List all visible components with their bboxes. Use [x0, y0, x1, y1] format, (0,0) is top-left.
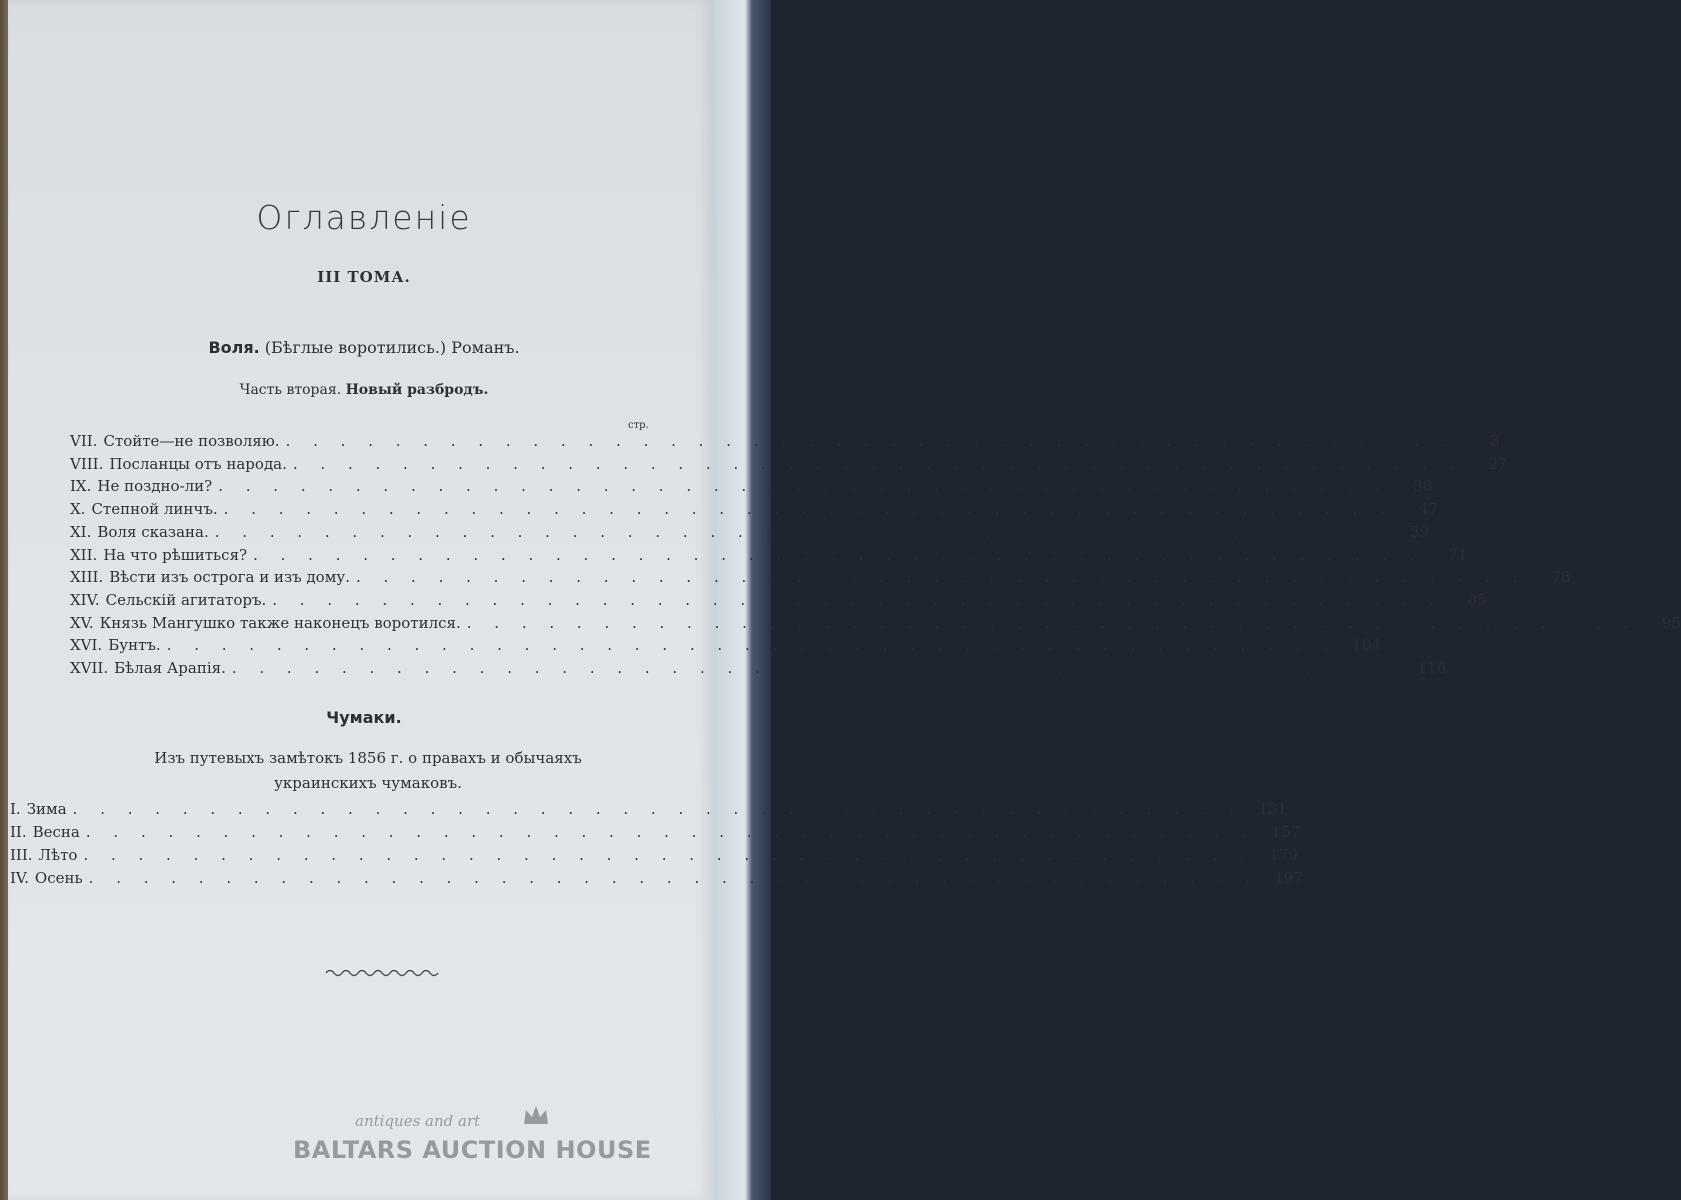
- toc-title: Бунтъ.: [108, 636, 161, 655]
- toc-page: 71: [1448, 545, 1468, 564]
- toc-title: Князь Мангушко также наконецъ воротился.: [99, 613, 461, 632]
- toc-leader: . . . . . . . . . . . . . . . . . . . . . . . . . . . . . . . . . . . . . . . . . . .: [214, 522, 1386, 541]
- toc-number: XII.: [70, 545, 98, 564]
- volume-subtitle: III ТОМА.: [317, 268, 411, 286]
- toc-row: [10, 869, 1303, 891]
- toc-number: VIII.: [70, 454, 104, 473]
- toc-number: VII.: [70, 432, 98, 450]
- toc-leader: . . . . . . . . . . . . . . . . . . . . . . . . . . . . . . . . . . . . . . . . . . .: [272, 590, 1443, 609]
- toc-number: X.: [70, 500, 86, 519]
- toc-page: 95: [1661, 613, 1681, 632]
- toc-leader: . . . . . . . . . . . . . . . . . . . . . . . . . . . . . . . . . . . . . . . . . . .: [355, 568, 1527, 587]
- toc-page: 78: [1551, 568, 1571, 587]
- toc-page: 179: [1269, 846, 1298, 864]
- toc-leader: . . . . . . . . . . . . . . . . . . . . . . . . . . . . . . . . . . . . . . . . . . .: [285, 432, 1456, 450]
- crown-icon: [521, 1104, 551, 1128]
- toc-page: 27: [1488, 454, 1508, 473]
- toc-leader: . . . . . . . . . . . . . . . . . . . . . . . . . . . . . . . . . . . . . . . . . . .: [88, 869, 1259, 887]
- toc-title: Вѣсти изъ острога и изъ дому.: [109, 568, 350, 587]
- table-of-contents: [8, 0, 1681, 1200]
- toc-title: Воля сказана.: [97, 522, 209, 541]
- toc-row: [70, 636, 1381, 658]
- toc-page: 47: [1418, 500, 1438, 519]
- toc-row: [70, 454, 1508, 477]
- toc-page: 85: [1467, 590, 1487, 609]
- toc-title: Стойте—не позволяю.: [103, 432, 280, 450]
- toc-page: 116: [1417, 659, 1447, 677]
- toc-title: Степной линчъ.: [91, 500, 218, 519]
- toc-row: [70, 545, 1468, 568]
- toc-leader: . . . . . . . . . . . . . . . . . . . . . . . . . . . . . . . . . . . . . . . . . . .: [466, 613, 1638, 632]
- toc-page: 157: [1271, 823, 1301, 841]
- toc-number: I.: [10, 800, 21, 818]
- toc-leader: . . . . . . . . . . . . . . . . . . . . . . . . . . . . . . . . . . . . . . . . . . .: [83, 846, 1254, 864]
- toc-title: Не поздно-ли?: [97, 477, 213, 496]
- toc-row: [10, 800, 1287, 822]
- toc-page: 104: [1352, 636, 1381, 655]
- toc-row: [10, 846, 1298, 868]
- toc-page: 131: [1258, 800, 1287, 818]
- toc-title: Сельскій агитаторъ.: [105, 590, 267, 609]
- watermark-tagline: antiques and art: [355, 1112, 481, 1130]
- toc-number: XIII.: [70, 568, 104, 587]
- toc-title: На что рѣшиться?: [103, 545, 248, 564]
- work-title: Воля.: [208, 338, 260, 357]
- toc-leader: . . . . . . . . . . . . . . . . . . . . . . . . . . . . . . . . . . . . . . . . . . .: [253, 545, 1424, 564]
- toc-row: [70, 432, 1500, 454]
- toc-number: XI.: [70, 522, 92, 541]
- toc-page: 38: [1413, 477, 1433, 496]
- toc-leader: . . . . . . . . . . . . . . . . . . . . . . . . . . . . . . . . . . . . . . . . . . .: [85, 823, 1257, 841]
- toc-row: [70, 568, 1571, 590]
- toc-number: XVI.: [70, 636, 103, 655]
- toc-page: 3: [1490, 432, 1500, 450]
- toc-title: Посланцы отъ народа.: [109, 454, 287, 473]
- watermark-name: BALTARS AUCTION HOUSE: [293, 1136, 652, 1164]
- toc-leader: . . . . . . . . . . . . . . . . . . . . . . . . . . . . . . . . . . . . . . . . . . .: [72, 800, 1243, 818]
- page-title: Оглавленіе: [256, 198, 472, 237]
- toc-page: 197: [1274, 869, 1303, 887]
- toc-row: [10, 823, 1301, 845]
- wavy-ornament: [326, 966, 438, 980]
- toc-page: 59: [1409, 522, 1430, 541]
- toc-row: [70, 613, 1681, 636]
- work-subtitle: (Бѣглые воротились.) Романъ.: [264, 338, 520, 357]
- page-column-label: стр.: [628, 420, 649, 431]
- toc-row: [70, 477, 1433, 499]
- book-page: [8, 0, 1681, 1200]
- toc-row: [70, 500, 1438, 522]
- toc-number: XVII.: [70, 659, 109, 677]
- work-heading-chumaki: Чумаки.: [326, 708, 402, 727]
- toc-row: [70, 590, 1487, 613]
- toc-row: [70, 522, 1430, 545]
- toc-leader: . . . . . . . . . . . . . . . . . . . . . . . . . . . . . . . . . . . . . . . . . . .: [166, 636, 1337, 655]
- work-note: Изъ путевыхъ замѣтокъ 1856 г. о правахъ и обычаяхъ украинскихъ чумаковъ.: [154, 749, 582, 792]
- toc-number: XV.: [70, 613, 94, 632]
- toc-title: Зима: [26, 800, 67, 818]
- toc-leader: . . . . . . . . . . . . . . . . . . . . . . . . . . . . . . . . . . . . . . . . . . .: [231, 659, 1403, 677]
- toc-leader: . . . . . . . . . . . . . . . . . . . . . . . . . . . . . . . . . . . . . . . . . . .: [218, 477, 1389, 496]
- toc-leader: . . . . . . . . . . . . . . . . . . . . . . . . . . . . . . . . . . . . . . . . . . .: [292, 454, 1464, 473]
- part-name: Новый разбродъ.: [345, 382, 489, 398]
- part-prefix: Часть вторая.: [239, 382, 342, 398]
- toc-title: Осень: [34, 869, 83, 887]
- toc-row: [70, 659, 1447, 681]
- toc-title: Весна: [32, 823, 80, 841]
- toc-title: Бѣлая Арапія.: [114, 659, 226, 677]
- toc-number: IV.: [10, 869, 29, 887]
- toc-title: Лѣто: [38, 846, 78, 864]
- toc-number: II.: [10, 823, 27, 841]
- toc-number: IX.: [70, 477, 92, 496]
- toc-number: XIV.: [70, 590, 100, 609]
- toc-leader: . . . . . . . . . . . . . . . . . . . . . . . . . . . . . . . . . . . . . . . . . . .: [223, 500, 1394, 519]
- toc-number: III.: [10, 846, 33, 864]
